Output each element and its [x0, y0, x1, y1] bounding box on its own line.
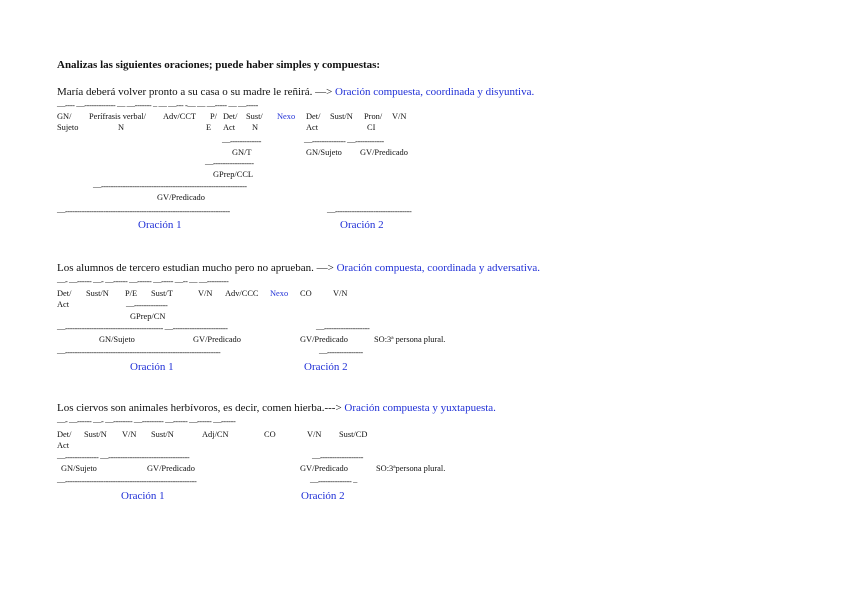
s2-oracion-1: Oración 1: [130, 361, 174, 373]
s1-label-pron: Pron/: [364, 112, 383, 121]
s1-label-gn: GN/: [57, 112, 72, 121]
s2-gvpredicado-1: GV/Predicado: [193, 335, 241, 344]
s2-label-vn: V/N: [198, 289, 213, 298]
s1-label-p: P/: [210, 112, 217, 121]
s2-dash-gprep: —--------------: [126, 301, 168, 310]
sentence-2: [57, 263, 540, 274]
s2-label-sustn: Sust/N: [86, 289, 109, 298]
s2-dash-gnsuj: —----------------------------------------- —-----------------------: [57, 324, 228, 333]
s1-oracion-1: Oración 1: [138, 219, 182, 231]
s3-gvpredicado-2: GV/Predicado: [300, 464, 348, 473]
s1-label-vn: V/N: [392, 112, 407, 121]
s3-label-vn: V/N: [122, 430, 137, 439]
sentence-2-result: Oración compuesta, coordinada y adversativa.: [336, 262, 541, 274]
s1-label-e: E: [206, 123, 212, 132]
s2-label-det: Det/: [57, 289, 72, 298]
s3-gvpredicado-1: GV/Predicado: [147, 464, 195, 473]
s1-label-sujeto: Sujeto: [57, 123, 79, 132]
s1-dash-or2: —--------------------------------: [327, 207, 412, 216]
s2-oracion-2: Oración 2: [304, 361, 348, 373]
s1-oracion-2: Oración 2: [340, 219, 384, 231]
s3-label-det: Det/: [57, 430, 72, 439]
s2-label-sustt: Sust/T: [151, 289, 173, 298]
s1-label-n2: N: [252, 123, 259, 132]
s3-label-act: Act: [57, 441, 70, 450]
s1-dash-gnt: —-------------: [222, 137, 262, 146]
sentence-3: [57, 403, 496, 414]
s1-gvpredicado-1: GV/Predicado: [157, 193, 205, 202]
s1-label-act: Act: [223, 123, 236, 132]
s1-label-adv: Adv/CCT: [163, 112, 197, 121]
s2-label-nexo: Nexo: [270, 289, 289, 298]
s3-label-adj: Adj/CN: [202, 430, 229, 439]
s1-dash-or1: —---------------------------------------------------------------------: [57, 207, 230, 216]
s2-label-vn2: V/N: [333, 289, 348, 298]
s1-gnt: GN/T: [232, 148, 252, 157]
s1-dash-gprep: —-----------------: [205, 159, 254, 168]
sentence-1-result: Oración compuesta, coordinada y disyuntiva.: [335, 86, 535, 98]
s3-label-sustn2: Sust/N: [151, 430, 174, 439]
s2-dash-or2: —---------------: [319, 348, 363, 357]
s2-label-adv: Adv/CCC: [225, 289, 259, 298]
s1-label-n: N: [118, 123, 125, 132]
s1-gnsujeto: GN/Sujeto: [306, 148, 342, 157]
s3-so: SO:3ªpersona plural.: [376, 464, 446, 473]
s3-dash-or1: —-------------------------------------------------------: [57, 477, 197, 486]
s3-label-sustn: Sust/N: [84, 430, 107, 439]
s2-dash-gvpred2: —-------------------: [316, 324, 370, 333]
s2-label-act: Act: [57, 300, 70, 309]
s3-dash-gnsuj: —-------------- —----------------------------------: [57, 453, 190, 462]
s3-dash-gvpred2: —------------------: [312, 453, 363, 462]
s2-dash-row: —- —------ —- —------ —------ —----- —-- — —---------: [57, 277, 229, 286]
s1-dash-gnsuj: —-------------- —------------: [304, 137, 384, 146]
s2-gprep: GPrep/CN: [130, 312, 166, 321]
s3-gnsujeto: GN/Sujeto: [61, 464, 97, 473]
s3-oracion-1: Oración 1: [121, 490, 165, 502]
s1-gprep: GPrep/CCL: [213, 170, 254, 179]
s3-label-vn2: V/N: [307, 430, 322, 439]
s3-dash-or2: —-------------- –: [310, 477, 357, 486]
sentence-1: [57, 87, 534, 98]
sentence-3-result: Oración compuesta y yuxtapuesta.: [344, 402, 496, 414]
s1-label-sustn: Sust/N: [330, 112, 353, 121]
s1-label-det: Det/: [223, 112, 238, 121]
s1-dash-row: —---- —------------- — —------- – — —--- -— — —----- — —-----: [57, 101, 258, 110]
s2-label-pe: P/E: [125, 289, 138, 298]
s1-label-act2: Act: [306, 123, 319, 132]
s2-dash-or1: —-----------------------------------------------------------------: [57, 348, 221, 357]
s1-label-nexo: Nexo: [277, 112, 296, 121]
s2-gnsujeto: GN/Sujeto: [99, 335, 135, 344]
s2-so: SO:3ª persona plural.: [374, 335, 446, 344]
s1-label-sust: Sust/: [246, 112, 263, 121]
s3-label-co: CO: [264, 430, 276, 439]
s2-label-co: CO: [300, 289, 312, 298]
s1-label-det2: Det/: [306, 112, 321, 121]
s1-label-ci: CI: [367, 123, 376, 132]
s1-dash-gvpred: —-------------------------------------------------------------: [93, 182, 247, 191]
s3-label-sustcd: Sust/CD: [339, 430, 368, 439]
s1-gvpredicado-2: GV/Predicado: [360, 148, 408, 157]
page-heading: Analizas las siguientes oraciones; puede haber simples y compuestas:: [57, 59, 381, 71]
sentence-1-text: María deberá volver pronto a su casa o su madre le reñirá. —>: [57, 86, 336, 98]
sentence-3-text: Los ciervos son animales herbívoros, es decir, comen hierba.--->: [57, 402, 345, 414]
s3-oracion-2: Oración 2: [301, 490, 345, 502]
sentence-2-text: Los alumnos de tercero estudian mucho pero no aprueban. —>: [57, 262, 337, 274]
s3-dash-row: —- —------ —- —-------- —--------- —------ —------ —------: [57, 417, 236, 426]
s2-gvpredicado-2: GV/Predicado: [300, 335, 348, 344]
s1-label-perifrasis: Perífrasis verbal/: [89, 112, 146, 121]
